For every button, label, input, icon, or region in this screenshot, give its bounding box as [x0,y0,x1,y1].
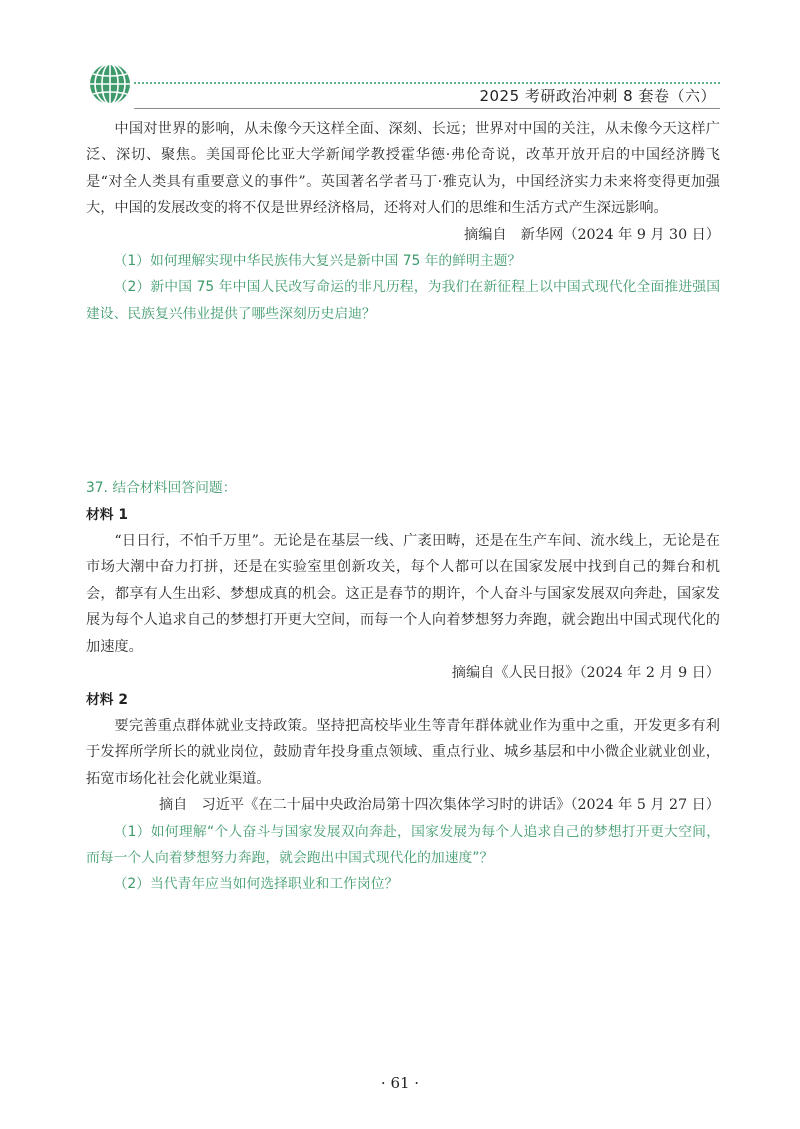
header-rule [134,108,720,109]
question-item: （2）新中国 75 年中国人民改写命运的非凡历程，为我们在新征程上以中国式现代化全面推进强国建设、民族复兴伟业提供了哪些深刻历史启迪？ [86,279,720,322]
page-content [86,116,720,898]
header-title: 2025 考研政治冲刺 8 套卷（六） [479,87,716,105]
question-item: （2）当代青年应当如何选择职业和工作岗位？ [113,876,399,893]
globe-icon [88,62,132,106]
material-paragraph: 要完善重点群体就业支持政策。坚持把高校毕业生等青年群体就业作为重中之重，开发更多有利于发挥所学所长的就业岗位，鼓励青年投身重点领域、重点行业、城乡基层和中小微企业就业创业，拓宽市场化社会化就业渠道。 [86,717,720,787]
header-dotted-line [134,82,720,84]
material-source: 摘自 习近平《在二十届中央政治局第十四次集体学习时的讲话》（2024 年 5 月 27 日） [158,797,720,814]
material-paragraph: “日日行，不怕千万里”。无论是在基层一线、广袤田畴，还是在生产车间、流水线上，无论是在市场大潮中奋力打拼，还是在实验室里创新攻关，每个人都可以在国家发展中找到自己的舞台和机会，都享有人生出彩、梦想成真的机会。这正是春节的期许，个人奋斗与国家发展双向奔赴，国家发展为每个人追求自己的梦想打开更大空间，而每一个人向着梦想努力奔跑，就会跑出中国式现代化的加速度。 [86,533,720,655]
material-source: 摘编自《人民日报》（2024 年 2 月 9 日） [451,665,720,682]
answer-space [86,327,720,475]
question-heading: 37. 结合材料回答问题： [86,480,237,497]
page-number: · 61 · [380,1074,420,1092]
question-item: （1）如何理解“个人奋斗与国家发展双向奔赴，国家发展为每个人追求自己的梦想打开更大空间，而每一个人向着梦想努力奔跑，就会跑出中国式现代化的加速度”？ [86,823,720,866]
material-paragraph: 中国对世界的影响，从未像今天这样全面、深刻、长远；世界对中国的关注，从未像今天这样广泛、深切、聚焦。美国哥伦比亚大学新闻学教授霍华德·弗伦奇说，改革开放开启的中国经济腾飞是“对全人类具有重要意义的事件”。英国著名学者马丁·雅克认为，中国经济实力未来将变得更加强大，中国的发展改变的将不仅是世界经济格局，还将对人们的思维和生活方式产生深远影响。 [86,121,720,217]
material-label: 材料 2 [86,691,128,708]
question-item: （1）如何理解实现中华民族伟大复兴是新中国 75 年的鲜明主题？ [113,253,522,270]
material-source: 摘编自 新华网（2024 年 9 月 30 日） [464,226,720,243]
page-header [86,60,720,110]
material-label: 材料 1 [86,506,128,523]
